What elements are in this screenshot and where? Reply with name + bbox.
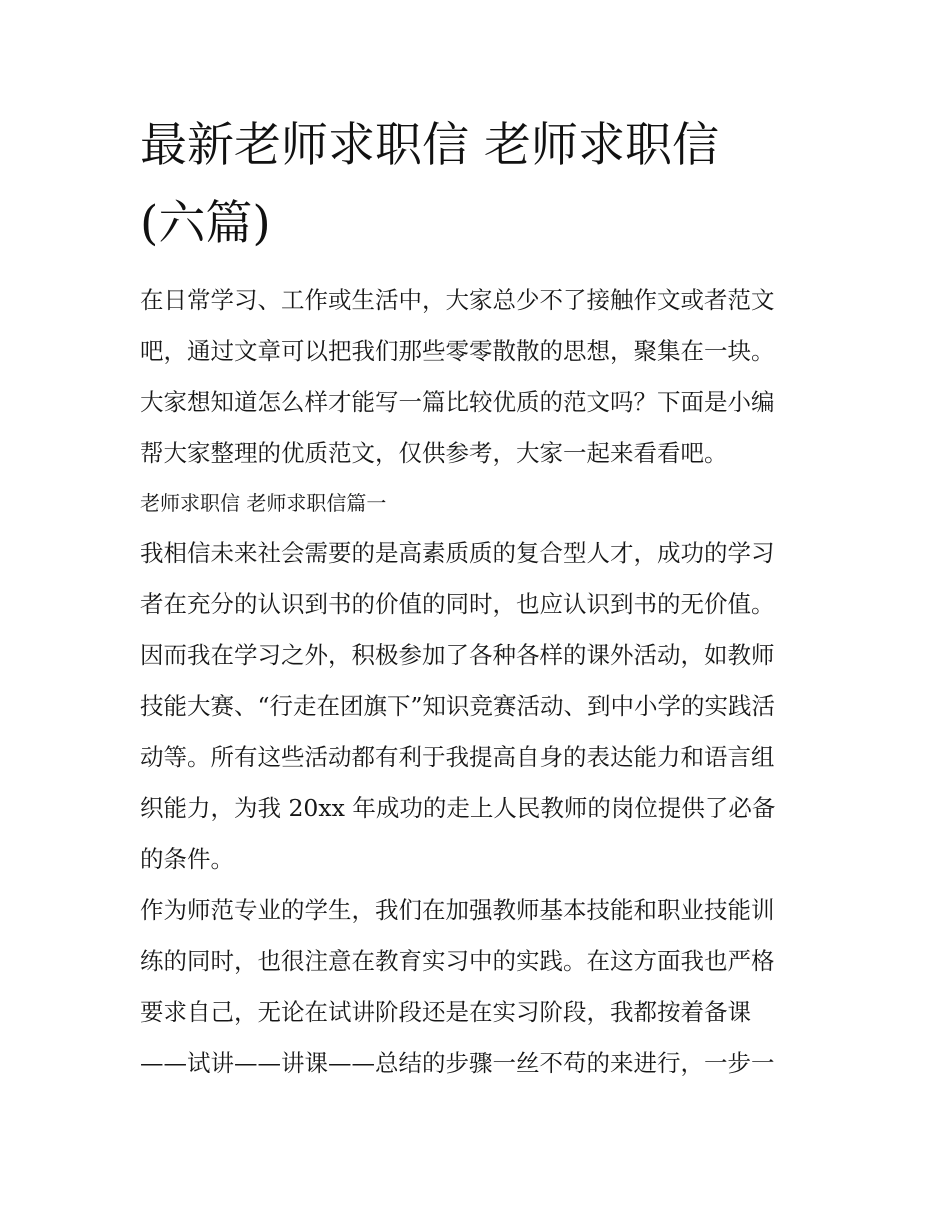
paragraph1-line-2: 者在充分的认识到书的价值的同时，也应认识到书的无价值。: [140, 590, 775, 618]
paragraph2-line-1: 作为师范专业的学生，我们在加强教师基本技能和职业技能训: [140, 896, 775, 924]
paragraph1-line-7: 的条件。: [140, 845, 234, 873]
intro-line-2: 吧，通过文章可以把我们那些零零散散的思想，聚集在一块。: [140, 337, 775, 365]
paragraph2-line-3: 要求自己，无论在试讲阶段还是在实习阶段，我都按着备课: [140, 998, 751, 1026]
intro-line-1: 在日常学习、工作或生活中，大家总少不了接触作文或者范文: [140, 286, 775, 314]
document-title-line-2: (六篇): [140, 196, 271, 251]
paragraph1-line-1: 我相信未来社会需要的是高素质质的复合型人才，成功的学习: [140, 539, 775, 567]
paragraph1-line-5: 动等。所有这些活动都有利于我提高自身的表达能力和语言组: [140, 743, 775, 771]
paragraph2-line-4: ——试讲——讲课——总结的步骤一丝不苟的来进行，一步一: [140, 1049, 775, 1077]
paragraph2-line-2: 练的同时，也很注意在教育实习中的实践。在这方面我也严格: [140, 947, 775, 975]
section-heading: 老师求职信 老师求职信篇一: [140, 491, 387, 515]
paragraph1-line-6: 织能力，为我 20xx 年成功的走上人民教师的岗位提供了必备: [140, 794, 776, 822]
paragraph1-line-3: 因而我在学习之外，积极参加了各种各样的课外活动，如教师: [140, 641, 775, 669]
document-title-line-1: 最新老师求职信 老师求职信: [140, 118, 719, 173]
intro-line-3: 大家想知道怎么样才能写一篇比较优质的范文吗？下面是小编: [140, 388, 775, 416]
paragraph1-line-4: 技能大赛、“行走在团旗下”知识竞赛活动、到中小学的实践活: [140, 692, 776, 720]
intro-line-4: 帮大家整理的优质范文，仅供参考，大家一起来看看吧。: [140, 439, 728, 467]
